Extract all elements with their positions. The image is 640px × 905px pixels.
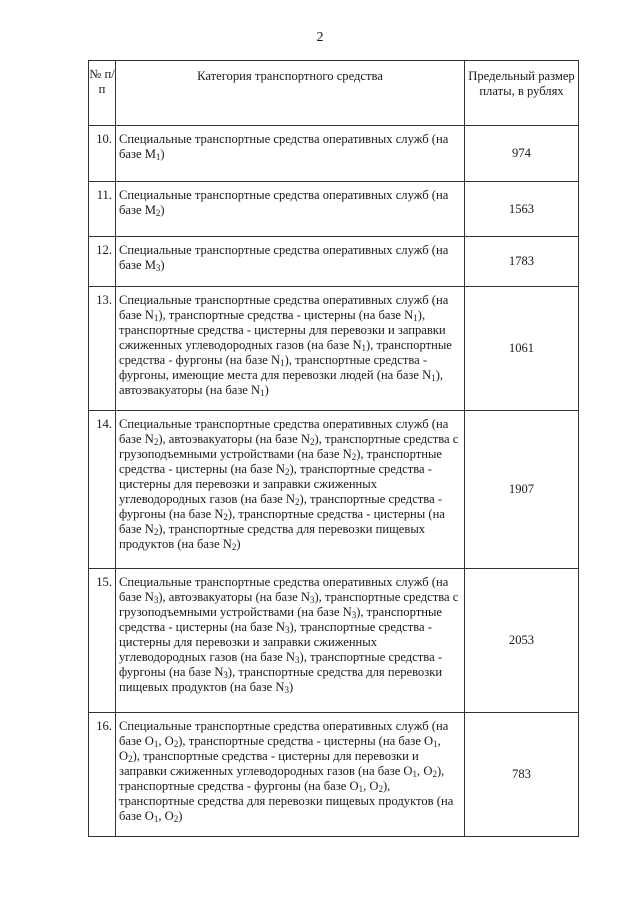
row-number: 13. (89, 287, 116, 411)
row-fee: 2053 (465, 569, 579, 713)
row-number: 10. (89, 126, 116, 182)
row-number: 12. (89, 237, 116, 287)
row-fee: 783 (465, 713, 579, 837)
row-category: Специальные транспортные средства оперативных служб (на базе $N_3$), автоэвакуаторы (на базе $N_3$), транспортные средства с грузоподъемными устройствами (на базе $N_3$), транспортные средства - цистерны (на базе $N_3$), транспортные средства - цистерны для перевозки и заправки сжиженных углеводородных газов (на базе $N_3$), транспортные средства - фургоны (на базе $N_3$), транспортные средства для перевозки пищевых продуктов (на базе $N_3$) (116, 569, 465, 713)
row-number: 14. (89, 411, 116, 569)
row-number: 11. (89, 182, 116, 237)
fee-table (88, 60, 579, 837)
row-category: Специальные транспортные средства оперативных служб (на базе $N_2$), автоэвакуаторы (на базе $N_2$), транспортные средства с грузоподъемными устройствами (на базе $N_2$), транспортные средства - цистерны (на базе $N_2$), транспортные средства - цистерны для перевозки и заправки сжиженных углеводородных газов (на базе $N_2$), транспортные средства - фургоны (на базе $N_2$), транспортные средства - цистерны (на базе $N_2$), транспортные средства для перевозки пищевых продуктов (на базе $N_2$) (116, 411, 465, 569)
table-body (89, 126, 579, 837)
table-row (89, 182, 579, 237)
row-fee: 1907 (465, 411, 579, 569)
table-header (89, 61, 579, 126)
row-fee: 1061 (465, 287, 579, 411)
table-row (89, 411, 579, 569)
header-number: № п/п (89, 61, 116, 126)
table-row (89, 287, 579, 411)
row-number: 15. (89, 569, 116, 713)
row-category: Специальные транспортные средства оперативных служб (на базе $M_2$) (116, 182, 465, 237)
row-fee: 974 (465, 126, 579, 182)
row-category: Специальные транспортные средства оперативных служб (на базе $M_1$) (116, 126, 465, 182)
row-fee: 1783 (465, 237, 579, 287)
row-category: Специальные транспортные средства оперативных служб (на базе $N_1$), транспортные средства - цистерны (на базе $N_1$), транспортные средства - цистерны для перевозки и заправки сжиженных углеводородных газов (на базе $N_1$), транспортные средства - фургоны (на базе $N_1$), транспортные средства - фургоны, имеющие места для перевозки людей (на базе $N_1$), автоэвакуаторы (на базе $N_1$) (116, 287, 465, 411)
table-row (89, 713, 579, 837)
row-number: 16. (89, 713, 116, 837)
table-row (89, 237, 579, 287)
header-fee: Предельный размер платы, в рублях (465, 61, 579, 126)
row-fee: 1563 (465, 182, 579, 237)
header-category: Категория транспортного средства (116, 61, 465, 126)
page-number: 2 (316, 30, 324, 45)
row-category: Специальные транспортные средства оперативных служб (на базе $M_3$) (116, 237, 465, 287)
row-category: Специальные транспортные средства оперативных служб (на базе $O_1$, $O_2$), транспортные средства - цистерны (на базе $O_1$, $O_2$), транспортные средства - цистерны для перевозки и заправки сжиженных углеводородных газов (на базе $O_1$, $O_2$), транспортные средства - фургоны (на базе $O_1$, $O_2$), транспортные средства для перевозки пищевых продуктов (на базе $O_1$, $O_2$) (116, 713, 465, 837)
table-row (89, 569, 579, 713)
table-row (89, 126, 579, 182)
